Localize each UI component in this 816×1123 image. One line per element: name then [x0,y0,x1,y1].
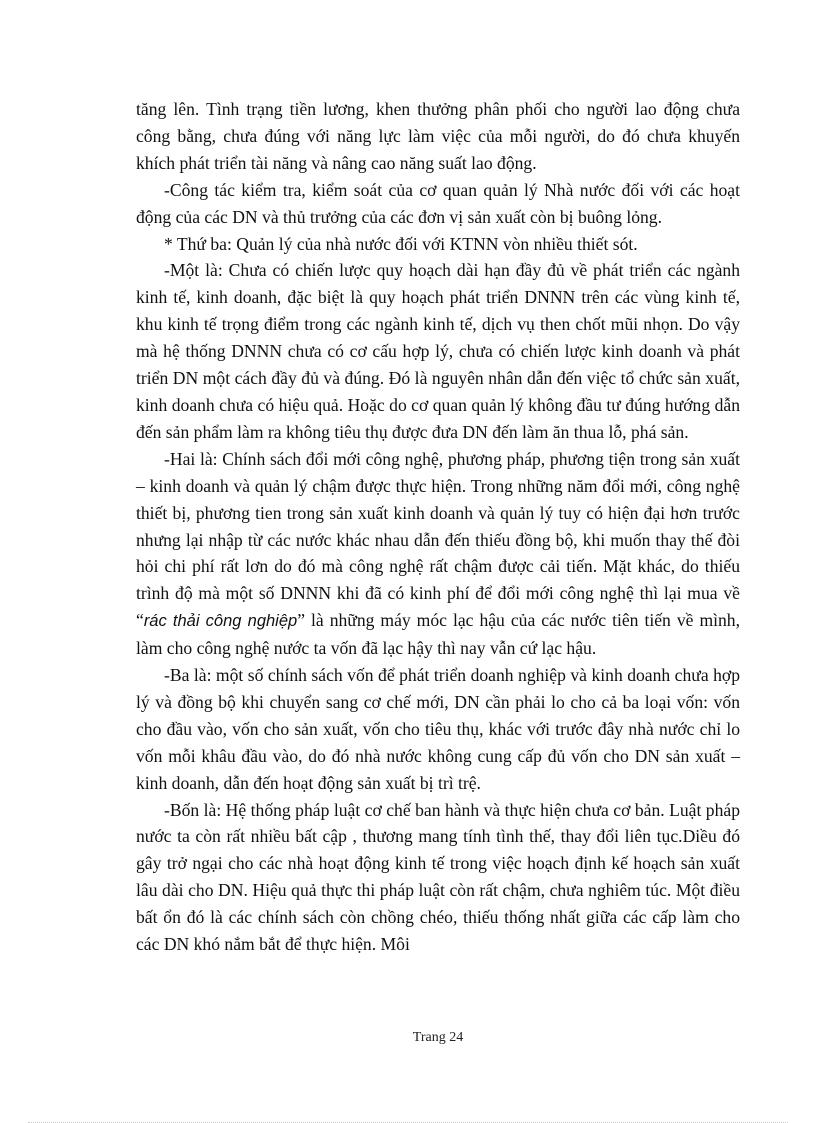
emphasis-industrial-waste: rác thải công nghiệp [143,612,298,631]
paragraph-point-one: -Một là: Chưa có chiến lược quy hoạch dài hạn đầy đủ về phát triển các ngành kinh tế, kinh doanh, đặc biệt là quy hoạch phát triển DNNN trên các vùng kinh tế, khu kinh tế trọng điểm trong các ngành kinh tế, dịch vụ then chốt mũi nhọn. Do vậy mà hệ thống DNNN chưa có cơ cấu hợp lý, chưa có chiến lược kinh doanh và phát triển DN một cách đầy đủ và đúng. Đó là nguyên nhân dẫn đến việc tổ chức sản xuất, kinh doanh chưa có hiệu quả. Hoặc do cơ quan quản lý không đầu tư đúng hướng dẫn đến sản phẩm làm ra không tiêu thụ được đưa DN đến làm ăn thua lỗ, phá sản. [136,260,740,442]
page-number: Trang 24 [412,1030,464,1045]
section-heading-third: * Thứ ba: Quản lý của nhà nước đối với KTNN vòn nhiều thiết sót. [164,233,638,254]
paragraph-point-two-text-after: ” là những máy móc lạc hậu của các nước tiên tiến về mình, làm cho công nghệ nước ta vốn đã lạc hậy thì nay vẫn cứ lạc hậu. [136,610,741,659]
paragraph-point-four: -Bốn là: Hệ thống pháp luật cơ chế ban hành và thực hiện chưa cơ bản. Luật pháp nước ta còn rất nhiều bất cập , thương mang tính tình thế, thay đổi liên tục.Diều đó gây trở ngại cho các nhà hoạt động kinh tế trong việc hoạch định kế hoạch sản xuất lâu dài cho DN. Hiệu quả thực thi pháp luật còn rất chậm, chưa nghiêm túc. Một điều bất ổn đó là các chính sách còn chồng chéo, thiếu thống nhất giữa các cấp làm cho các DN khó nắm bắt để thực hiện. Môi [136,799,740,955]
paragraph-point-three: -Ba là: một số chính sách vốn để phát triển doanh nghiệp và kinh doanh chưa hợp lý và đồng bộ khi chuyển sang cơ chế mới, DN cần phải lo cho cả ba loại vốn: vốn cho đầu vào, vốn cho sản xuất, vốn cho tiêu thụ, khác với trước đây nhà nước chỉ lo vốn mỗi khâu đầu vào, do đó nhà nước không cung cấp đủ vốn cho DN sản xuất – kinh doanh, dẫn đến hoạt động sản xuất bị trì trệ. [136,665,740,793]
paragraph-continuation: tăng lên. Tình trạng tiền lương, khen thưởng phân phối cho người lao động chưa công bằng, chưa đúng với năng lực làm việc của mỗi người, do đó chưa khuyến khích phát triển tài năng và nâng cao năng suất lao động. [136,99,740,173]
paragraph-point-two-text: -Hai là: Chính sách đổi mới công nghệ, phương pháp, phương tiện trong sản xuất – kinh doanh và quản lý chậm được thực hiện. Trong những năm đổi mới, công nghệ thiết bị, phương tien trong sản xuất kinh doanh và quản lý tuy có hiện đại hơn trước nhưng lại nhập từ các nước khác nhau dẫn đến thiếu đồng bộ, khi muốn thay thế đòi hỏi chi phí rất lơn do đó mà công nghệ rất chậm được cải tiến. Mặt khác, do thiếu trình độ mà một số DNNN khi đã có kinh phí để đổi mới công nghệ thì lại mua về “ [136,448,740,631]
paragraph-point-two [136,446,740,662]
document-body [136,96,740,958]
paragraph-inspection-control: -Công tác kiểm tra, kiểm soát của cơ quan quản lý Nhà nước đối với các hoạt động của các DN và thủ trưởng của các đơn vị sản xuất còn bị buông lỏng. [136,179,740,227]
